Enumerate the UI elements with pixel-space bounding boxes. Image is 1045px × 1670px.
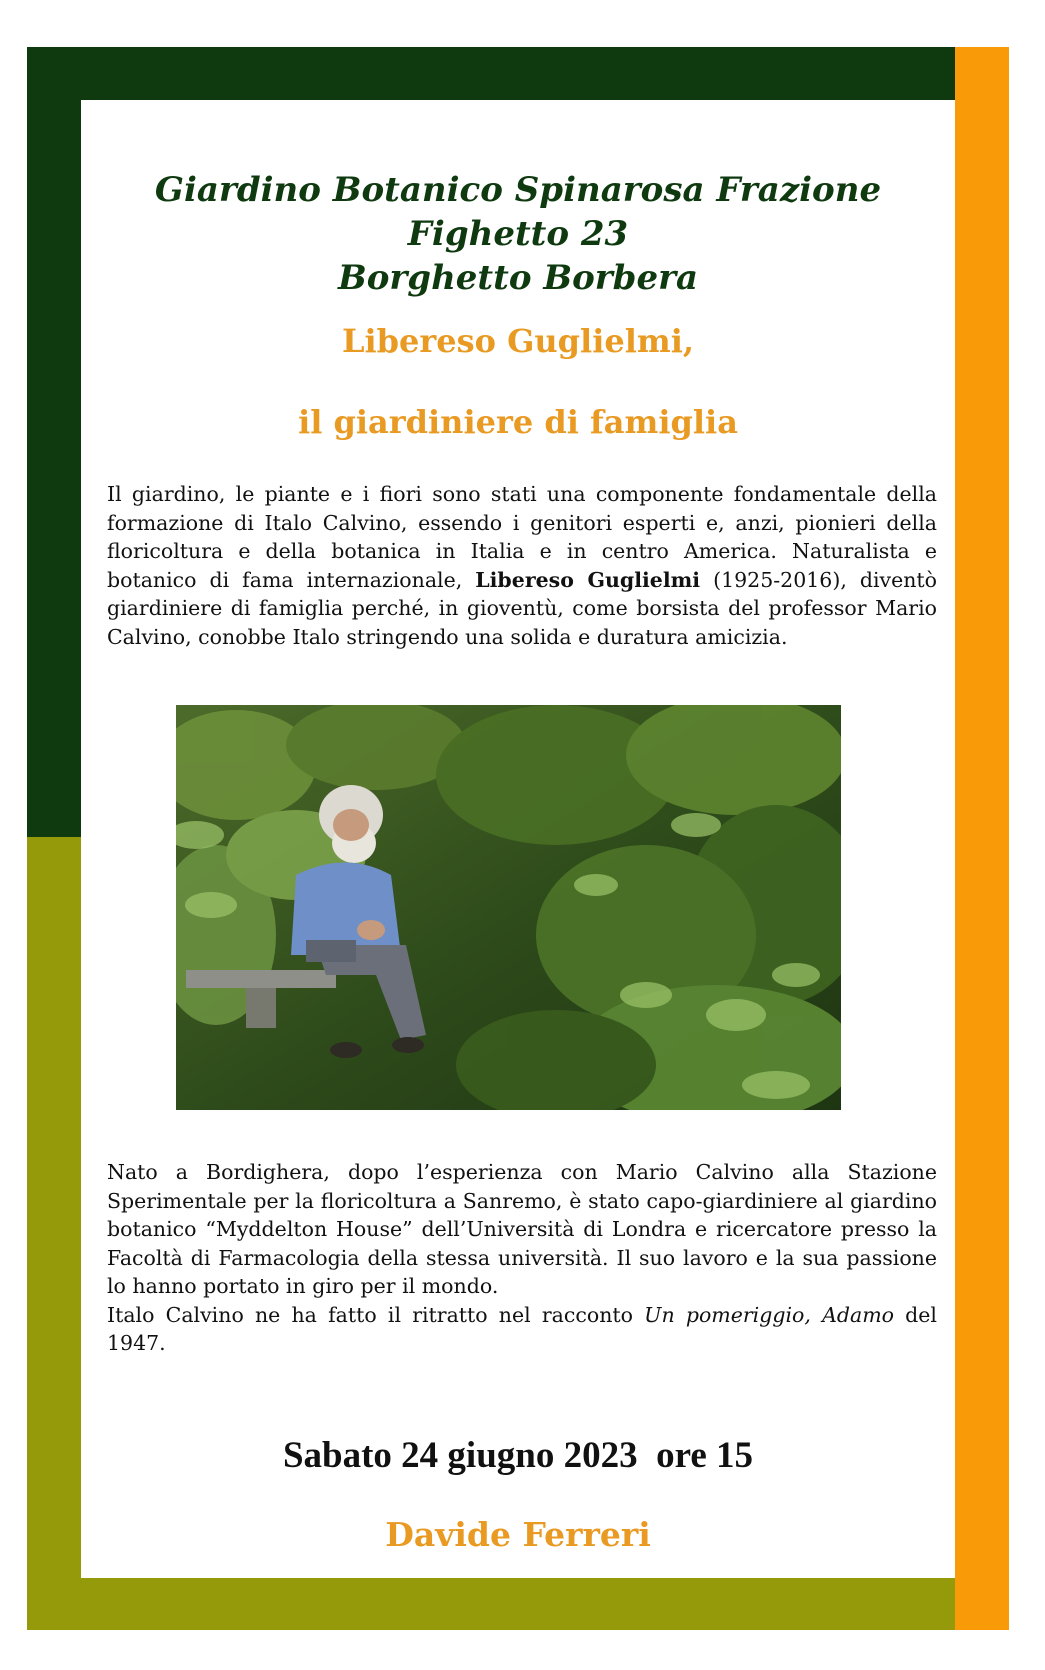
flyer-content	[81, 100, 955, 1578]
frame-left-olive-bar	[27, 837, 81, 1630]
intro-bold-name: Libereso Guglielmi	[475, 567, 701, 592]
bio-text-1: Nato a Bordighera, dopo l’esperienza con Mario Calvino alla Stazione Sperimentale per la floricoltura a Sanremo, è stato capo-giardiniere al giardino botanico “Myddelton House” dell’Università di Londra e ricercatore presso la Facoltà di Farmacologia della stessa università. Il suo lavoro e la sua passione lo hanno portato in giro per il mondo.	[107, 1160, 937, 1298]
venue-heading	[81, 168, 955, 300]
intro-text-2: (1925-2016), diventò giardiniere di famiglia perché, in gioventù, come borsista del professor Mario Calvino, conobbe Italo stringendo una solida e duratura amicizia.	[107, 567, 937, 649]
venue-line-2: Fighetto 23	[407, 214, 629, 254]
venue-line-3: Borghetto Borbera	[337, 258, 699, 298]
event-title-line-2: il giardiniere di famiglia	[298, 403, 738, 441]
biography-paragraph	[107, 1158, 937, 1358]
frame-bottom-bar	[27, 1578, 955, 1630]
frame-left-dark-bar	[27, 47, 81, 837]
frame-right-bar	[955, 47, 1009, 1630]
portrait-photo	[176, 705, 841, 1110]
bio-story-title: Un pomeriggio, Adamo	[644, 1302, 894, 1327]
venue-line-1: Giardino Botanico Spinarosa Frazione	[154, 170, 882, 210]
event-title-line-1: Libereso Guglielmi,	[341, 322, 695, 360]
event-date: Sabato 24 giugno 2023 ore 15	[282, 1435, 754, 1476]
intro-paragraph	[107, 480, 937, 651]
bio-text-3: del 1947.	[107, 1302, 937, 1355]
intro-text-1: Il giardino, le piante e i fiori sono stati una componente fondamentale della formazione di Italo Calvino, essendo i genitori esperti e, anzi, pionieri della floricoltura e della botanica in Italia e in centro America. Naturalista e botanico di fama internazionale,	[107, 482, 937, 592]
bio-text-2: Italo Calvino ne ha fatto il ritratto nel racconto	[107, 1302, 645, 1327]
frame-top-bar	[27, 47, 955, 100]
event-speaker: Davide Ferreri	[385, 1515, 651, 1554]
